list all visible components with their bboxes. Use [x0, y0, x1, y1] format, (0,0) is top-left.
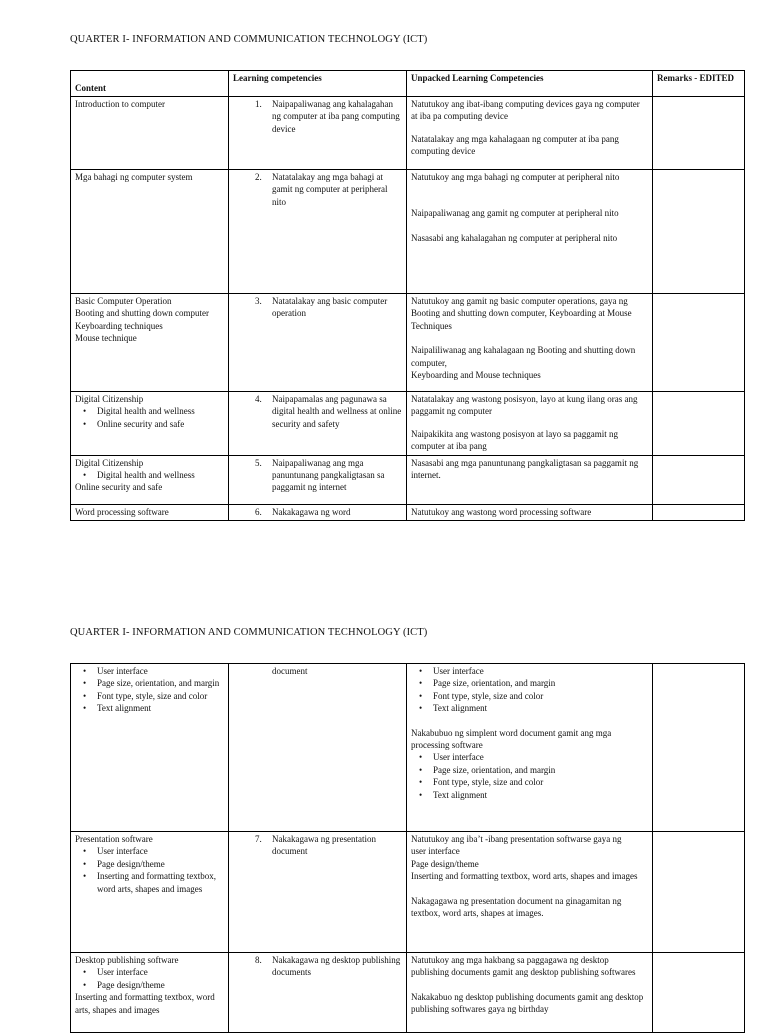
- bullet-list: [75, 665, 224, 715]
- content-cell: [71, 664, 229, 832]
- competency-cell: [229, 97, 407, 170]
- unpacked-text: Nasasabi ang mga panuntunang pangkaligtasan sa paggamit ng internet.: [411, 457, 639, 481]
- item-number: 6.: [255, 506, 262, 517]
- curriculum-table-2: [70, 663, 745, 1033]
- list-item: • Text alignment: [433, 789, 648, 801]
- content-text: Introduction to computer: [75, 99, 165, 109]
- remarks-cell: [653, 392, 745, 456]
- list-item: • Page size, orientation, and margin: [433, 764, 648, 776]
- competency-cell: [229, 170, 407, 294]
- content-text: Basic Computer Operation: [75, 296, 172, 306]
- unpacked-cell: [407, 392, 653, 456]
- bullet-list: [75, 405, 224, 430]
- list-item: • Page design/theme: [97, 979, 224, 991]
- unpacked-cell: [407, 170, 653, 294]
- content-text: Online security and safe: [75, 482, 163, 493]
- remarks-cell: [653, 294, 745, 392]
- table-row: [71, 455, 745, 504]
- unpacked-text: Naipapaliwanag ang gamit ng computer at peripheral nito: [411, 208, 619, 219]
- unpacked-cell: [407, 832, 653, 953]
- bullet-list: [75, 966, 224, 991]
- content-cell: [71, 953, 229, 1033]
- table-row: [71, 97, 745, 170]
- unpacked-text: user interface: [411, 846, 460, 857]
- table-row: [71, 504, 745, 520]
- remarks-cell: [653, 664, 745, 832]
- list-item: • User interface: [97, 966, 224, 978]
- header-unpacked: Unpacked Learning Competencies: [407, 71, 653, 97]
- unpacked-text: Nakagagawa ng presentation document na ginagamitan ng textbox, word arts, shapes at images.: [411, 895, 622, 919]
- list-item: • Font type, style, size and color: [433, 690, 648, 702]
- remarks-cell: [653, 953, 745, 1033]
- content-cell: [71, 504, 229, 520]
- unpacked-cell: [407, 664, 653, 832]
- list-item: • Inserting and formatting textbox, word arts, shapes and images: [97, 870, 224, 895]
- list-item: • Text alignment: [433, 702, 648, 714]
- competency-cell: [229, 953, 407, 1033]
- competency-text: Natatalakay ang basic computer operation: [272, 296, 388, 319]
- competency-cell: [229, 664, 407, 832]
- content-text: Mga bahagi ng computer system: [75, 172, 193, 182]
- content-cell: [71, 97, 229, 170]
- unpacked-text: Natutukoy ang wastong word processing software: [411, 506, 592, 517]
- competency-text: Naipapaliwanag ang kahalagahan ng computer at iba pang computing device: [272, 99, 400, 134]
- competency-text: Naipapaliwanag ang mga panuntunang pangkaligtasan sa paggamit ng internet: [272, 457, 385, 493]
- list-item: • Page size, orientation, and margin: [97, 677, 224, 689]
- unpacked-cell: [407, 504, 653, 520]
- item-number: 4.: [255, 394, 262, 404]
- unpacked-text: Inserting and formatting textbox, word arts, shapes and images: [411, 871, 638, 882]
- unpacked-text: Natutukoy ang mga hakbang sa paggagawa ng desktop publishing documents gamit ang desktop publishing softwares: [411, 955, 636, 978]
- unpacked-text: Naipakikita ang wastong posisyon at layo sa paggamit ng computer at iba pang: [411, 428, 618, 452]
- bullet-list: [75, 469, 224, 481]
- content-text: Keyboarding techniques: [75, 320, 163, 331]
- content-cell: [71, 392, 229, 456]
- table-row: [71, 832, 745, 953]
- item-number: 7.: [255, 834, 262, 844]
- header-learning-competencies: Learning competencies: [229, 71, 407, 97]
- page-heading-2: QUARTER I- INFORMATION AND COMMUNICATION TECHNOLOGY (ICT): [70, 627, 428, 638]
- list-item: • Text alignment: [97, 702, 224, 714]
- competency-cell: [229, 832, 407, 953]
- item-number: 1.: [255, 99, 262, 109]
- competency-text: Nakakagawa ng desktop publishing documents: [272, 955, 401, 978]
- unpacked-cell: [407, 953, 653, 1033]
- competency-text: Natatalakay ang mga bahagi at gamit ng computer at peripheral nito: [272, 172, 388, 207]
- table-row: [71, 392, 745, 456]
- list-item: • Page size, orientation, and margin: [433, 677, 648, 689]
- page-heading-1: QUARTER I- INFORMATION AND COMMUNICATION TECHNOLOGY (ICT): [70, 34, 428, 45]
- list-item: • Font type, style, size and color: [97, 690, 224, 702]
- content-text: Digital Citizenship: [75, 394, 144, 404]
- bullet-list: [411, 665, 648, 715]
- list-item: • Digital health and wellness: [97, 405, 224, 417]
- content-cell: [71, 170, 229, 294]
- item-number: 2.: [255, 172, 262, 182]
- table-row: [71, 294, 745, 392]
- unpacked-text: Keyboarding and Mouse techniques: [411, 370, 541, 381]
- table-row: [71, 953, 745, 1033]
- unpacked-text: Natutukoy ang gamit ng basic computer operations, gaya ng Booting and shutting down computer, Keyboarding at Mouse Techniques: [411, 296, 632, 331]
- content-text: Presentation software: [75, 834, 153, 844]
- curriculum-table-1: [70, 70, 745, 521]
- competency-cell: [229, 504, 407, 520]
- competency-text: Nakakagawa ng word: [272, 506, 351, 517]
- unpacked-cell: [407, 294, 653, 392]
- header-content: Content: [71, 71, 229, 97]
- list-item: • User interface: [433, 751, 648, 763]
- remarks-cell: [653, 97, 745, 170]
- content-text: Booting and shutting down computer: [75, 308, 209, 319]
- list-item: • User interface: [97, 665, 224, 677]
- content-text: Digital Citizenship: [75, 457, 144, 468]
- remarks-cell: [653, 504, 745, 520]
- competency-text: document: [272, 666, 308, 676]
- content-text: Inserting and formatting textbox, word arts, shapes and images: [75, 992, 215, 1015]
- unpacked-text: Natutukoy ang ibat-ibang computing devices gaya ng computer at iba pa computing device: [411, 99, 640, 122]
- list-item: • Digital health and wellness: [97, 469, 224, 481]
- unpacked-text: Naipaliliwanag ang kahalagaan ng Booting and shutting down computer,: [411, 345, 636, 368]
- table-row: [71, 170, 745, 294]
- unpacked-text: Natutukoy ang mga bahagi ng computer at peripheral nito: [411, 172, 620, 182]
- bullet-list: [75, 845, 224, 895]
- bullet-list: [411, 751, 648, 801]
- table-header-row: [71, 71, 745, 97]
- unpacked-text: Natatalakay ang mga kahalagaan ng computer at iba pang computing device: [411, 133, 619, 157]
- content-text: Mouse technique: [75, 333, 137, 344]
- item-number: 3.: [255, 296, 262, 306]
- content-cell: [71, 832, 229, 953]
- content-cell: [71, 455, 229, 504]
- competency-cell: [229, 455, 407, 504]
- competency-text: Naipapamalas ang pagunawa sa digital health and wellness at online security and safety: [272, 394, 402, 429]
- unpacked-text: Nasasabi ang kahalagahan ng computer at peripheral nito: [411, 232, 618, 243]
- list-item: • User interface: [97, 845, 224, 857]
- item-number: 8.: [255, 955, 262, 965]
- unpacked-cell: [407, 455, 653, 504]
- unpacked-text: Nakabubuo ng simplent word document gamit ang mga processing software: [411, 727, 612, 751]
- remarks-cell: [653, 832, 745, 953]
- content-text: Desktop publishing software: [75, 955, 179, 965]
- unpacked-cell: [407, 97, 653, 170]
- table-row: [71, 664, 745, 832]
- content-text: Word processing software: [75, 506, 169, 517]
- competency-cell: [229, 294, 407, 392]
- list-item: • Font type, style, size and color: [433, 776, 648, 788]
- unpacked-text: Nakakabuo ng desktop publishing documents gamit ang desktop publishing softwares gaya ng birthday: [411, 991, 644, 1015]
- unpacked-text: Natutukoy ang iba’t -ibang presentation softwarse gaya ng: [411, 834, 622, 844]
- competency-text: Nakakagawa ng presentation document: [272, 834, 376, 857]
- list-item: • Page design/theme: [97, 858, 224, 870]
- item-number: 5.: [255, 457, 262, 468]
- unpacked-text: Page design/theme: [411, 858, 479, 869]
- content-cell: [71, 294, 229, 392]
- remarks-cell: [653, 170, 745, 294]
- unpacked-text: Natatalakay ang wastong posisyon, layo at kung ilang oras ang paggamit ng computer: [411, 394, 638, 417]
- header-remarks: Remarks - EDITED: [653, 71, 745, 97]
- list-item: • User interface: [433, 665, 648, 677]
- remarks-cell: [653, 455, 745, 504]
- list-item: • Online security and safe: [97, 418, 224, 430]
- competency-cell: [229, 392, 407, 456]
